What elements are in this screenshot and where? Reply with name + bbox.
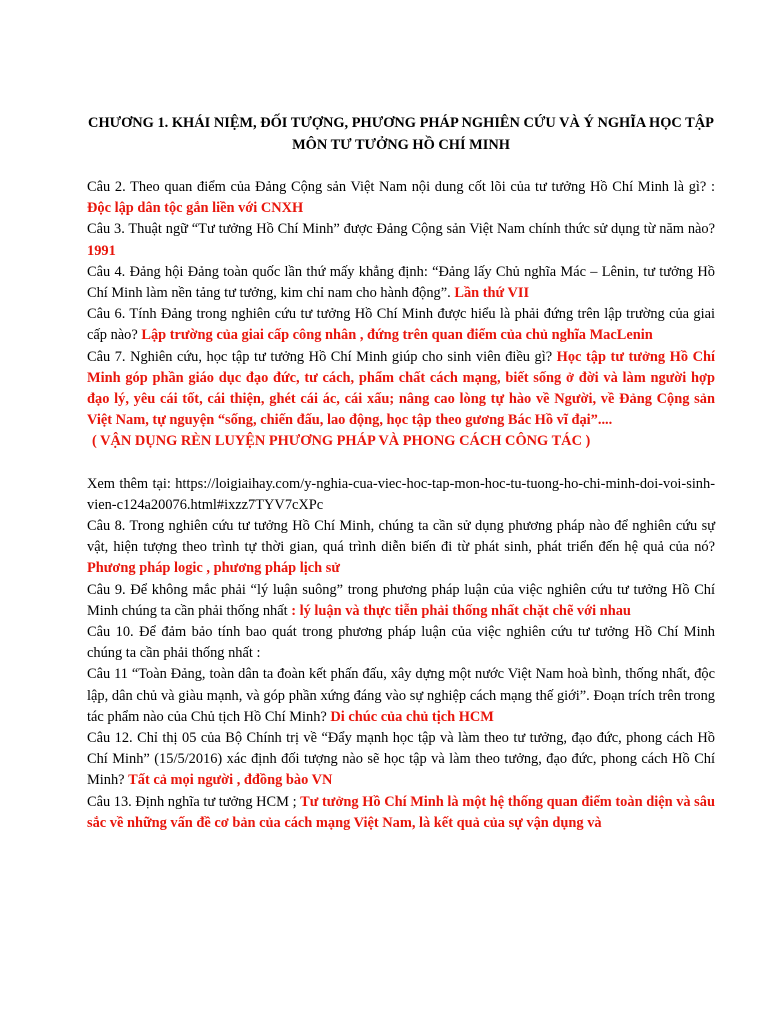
source-link[interactable]: Xem thêm tại: https://loigiaihay.com/y-nghia-cua-viec-hoc-tap-mon-hoc-tu-tuong-ho-chi-minh-doi-voi-sinh-vien-c124a20076.html#ixzz7TYV7cXPc (87, 475, 715, 513)
answer-text: Độc lập dân tộc gắn liền với CNXH (87, 200, 304, 217)
chapter-title: CHƯƠNG 1. KHÁI NIỆM, ĐỐI TƯỢNG, PHƯƠNG PHÁP NGHIÊN CỨU VÀ Ý NGHĨA HỌC TẬP MÔN TƯ TƯỞNG HỒ CHÍ MINH (88, 115, 714, 153)
question-text: Câu 10. Để đảm bảo tính bao quát trong phương pháp luận của việc nghiên cứu tư tưởng Hồ Chí Minh chúng ta cần phải thống nhất : (87, 624, 715, 662)
question-text: Câu 6. Tính Đảng trong nghiên cứu tư tưởng Hồ Chí Minh được hiểu là phải đứng trên lập trường của giai cấp nào? (87, 306, 715, 344)
question-3 (87, 219, 715, 261)
answer-text: Tư tưởng Hồ Chí Minh là một hệ thống quan điểm toàn diện và sâu sắc về những vấn đề cơ bản của cách mạng Việt Nam, là kết quả của sự vận dụng và (87, 793, 715, 831)
question-text: Câu 11 “Toàn Đảng, toàn dân ta đoàn kết phấn đấu, xây dựng một nước Việt Nam hoà bình, thống nhất, độc lập, dân chủ và giàu mạnh, và góp phần xứng đáng vào sự nghiệp cách mạng thế giới”. Đoạn trích trên trong tác phẩm nào của Chủ tịch Hồ Chí Minh? (87, 666, 715, 725)
question-13 (87, 792, 715, 834)
answer-text: Lần thứ VII (454, 285, 530, 302)
question-6 (87, 304, 715, 346)
answer-text: Tất cả mọi người , đđồng bào VN (128, 772, 333, 789)
spacer (87, 453, 715, 474)
question-11 (87, 664, 715, 728)
answer-text: Di chúc của chủ tịch HCM (330, 708, 494, 725)
question-text: Câu 7. Nghiên cứu, học tập tư tưởng Hồ Chí Minh giúp cho sinh viên điều gì? (87, 348, 557, 365)
question-text: Câu 12. Chỉ thị 05 của Bộ Chính trị về “Đẩy mạnh học tập và làm theo tư tưởng, đạo đức, phong cách Hồ Chí Minh” (15/5/2016) xác định đối tượng nào sẽ học tập và làm theo tưởng, đạo đức, phong cách Hồ Chí Minh? (87, 730, 715, 789)
question-text: Câu 8. Trong nghiên cứu tư tưởng Hồ Chí Minh, chúng ta cần sử dụng phương pháp nào để nghiên cứu sự vật, hiện tượng theo trình tự thời gian, quá trình diễn biến đi từ phát sinh, phát triển đến hệ quả của nó? (87, 518, 715, 556)
question-text: Câu 3. Thuật ngữ “Tư tưởng Hồ Chí Minh” được Đảng Cộng sản Việt Nam chính thức sử dụng từ năm nào? (87, 221, 715, 238)
question-text: Câu 9. Để không mắc phải “lý luận suông” trong phương pháp luận của việc nghiên cứu tư tưởng Hồ Chí Minh chúng ta cần phải thống nhất (87, 581, 715, 619)
answer-text: 1991 (87, 242, 116, 259)
question-2 (87, 177, 715, 219)
answer-text: Lập trường của giai cấp công nhân , đứng trên quan điểm của chủ nghĩa MacLenin (141, 327, 653, 344)
answer-text: : lý luận và thực tiễn phải thống nhất chặt chẽ với nhau (291, 602, 631, 619)
question-10 (87, 622, 715, 664)
answer-text: Học tập tư tưởng Hồ Chí Minh góp phần giáo dục đạo đức, tư cách, phẩm chất cách mạng, biết sống ở đời và làm người hợp đạo lý, yêu cái tốt, cái thiện, ghét cái ác, cái xấu; nâng cao lòng tự hào về Người, về Đảng Cộng sản Việt Nam, tự nguyện “sống, chiến đấu, lao động, học tập theo gương Bác Hồ vĩ đại”.... (87, 348, 715, 429)
answer-text: Phương pháp logic , phương pháp lịch sử (87, 560, 340, 577)
question-9 (87, 580, 715, 622)
question-text: Câu 4. Đảng hội Đảng toàn quốc lần thứ mấy khẳng định: “Đảng lấy Chủ nghĩa Mác – Lênin, tư tưởng Hồ Chí Minh làm nền tảng tư tưởng, kim chỉ nam cho hành động”. (87, 263, 715, 302)
question-8 (87, 516, 715, 580)
question-text: Câu 2. Theo quan điểm của Đảng Cộng sản Việt Nam nội dung cốt lõi của tư tưởng Hồ Chí Minh là gì? : (87, 179, 715, 195)
method-note: ( VẬN DỤNG RÈN LUYỆN PHƯƠNG PHÁP VÀ PHONG CÁCH CÔNG TÁC ) (92, 433, 591, 450)
question-text: Câu 13. Định nghĩa tư tưởng HCM ; (87, 793, 301, 810)
document-page (87, 112, 715, 834)
question-12 (87, 728, 715, 792)
question-7 (87, 347, 715, 432)
question-4 (87, 262, 715, 304)
